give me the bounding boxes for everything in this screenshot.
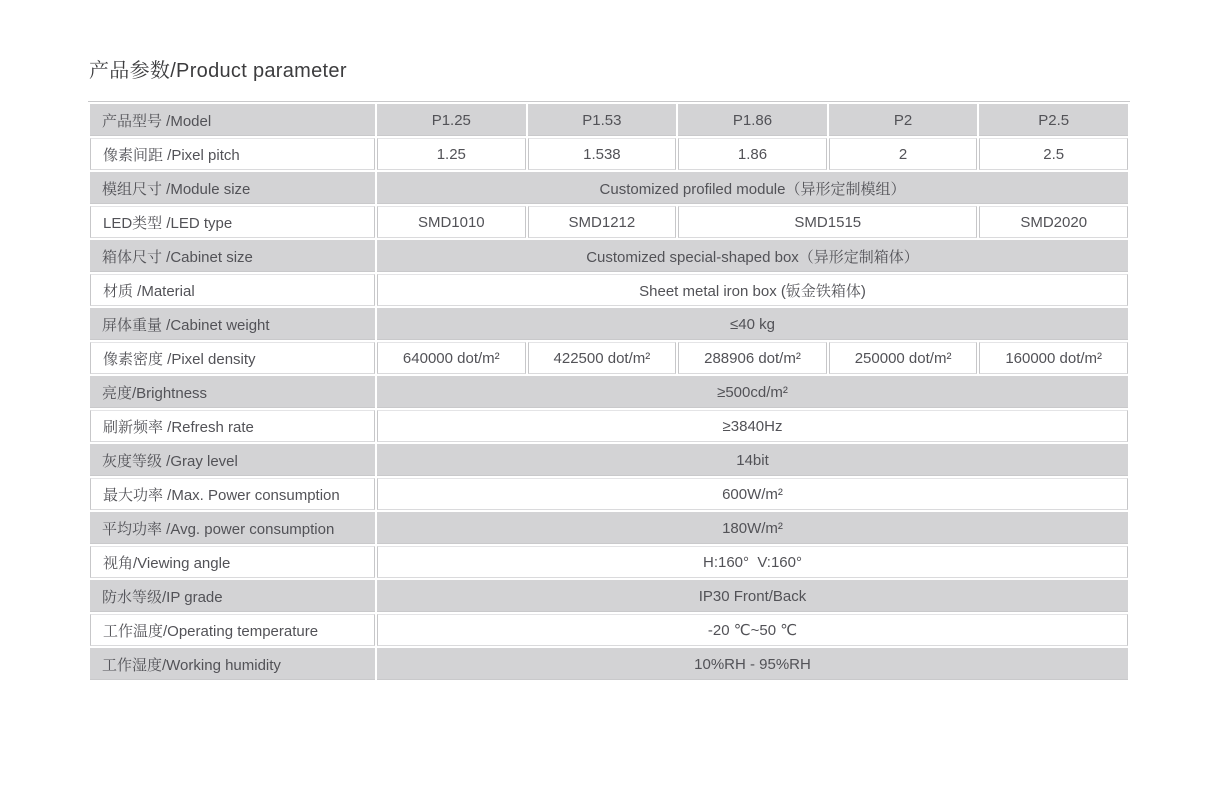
spec-value-cabinet-weight-0: ≤40 kg (377, 308, 1128, 340)
spec-label-viewing-angle: 视角/Viewing angle (90, 546, 375, 578)
spec-value-pixel-pitch-2: 1.86 (678, 138, 827, 170)
spec-label-pixel-density: 像素密度 /Pixel density (90, 342, 375, 374)
spec-row-avg-power (90, 512, 1128, 544)
spec-label-module-size: 模组尺寸 /Module size (90, 172, 375, 204)
spec-value-pixel-density-1: 422500 dot/m² (528, 342, 677, 374)
spec-value-pixel-density-2: 288906 dot/m² (678, 342, 827, 374)
spec-label-ip-grade: 防水等级/IP grade (90, 580, 375, 612)
spec-label-brightness: 亮度/Brightness (90, 376, 375, 408)
spec-label-gray-level: 灰度等级 /Gray level (90, 444, 375, 476)
spec-row-refresh-rate (90, 410, 1128, 442)
spec-value-pixel-density-0: 640000 dot/m² (377, 342, 526, 374)
spec-row-working-humidity (90, 648, 1128, 680)
spec-row-pixel-pitch (90, 138, 1128, 170)
spec-row-cabinet-weight (90, 308, 1128, 340)
spec-value-model-3: P2 (829, 104, 978, 136)
spec-label-operating-temperature: 工作温度/Operating temperature (90, 614, 375, 646)
spec-row-pixel-density (90, 342, 1128, 374)
spec-label-model: 产品型号 /Model (90, 104, 375, 136)
spec-value-pixel-pitch-3: 2 (829, 138, 978, 170)
spec-row-operating-temperature (90, 614, 1128, 646)
spec-row-led-type (90, 206, 1128, 238)
spec-value-led-type-1: SMD1212 (528, 206, 677, 238)
spec-value-max-power-0: 600W/m² (377, 478, 1128, 510)
spec-label-cabinet-size: 箱体尺寸 /Cabinet size (90, 240, 375, 272)
spec-value-material-0: Sheet metal iron box (钣金铁箱体) (377, 274, 1128, 306)
spec-value-model-2: P1.86 (678, 104, 827, 136)
spec-value-led-type-2: SMD1515 (678, 206, 977, 238)
spec-value-working-humidity-0: 10%RH - 95%RH (377, 648, 1128, 680)
spec-value-pixel-density-3: 250000 dot/m² (829, 342, 978, 374)
spec-value-operating-temperature-0: -20 ℃~50 ℃ (377, 614, 1128, 646)
spec-row-cabinet-size (90, 240, 1128, 272)
spec-row-material (90, 274, 1128, 306)
spec-label-led-type: LED类型 /LED type (90, 206, 375, 238)
spec-row-ip-grade (90, 580, 1128, 612)
spec-value-led-type-0: SMD1010 (377, 206, 526, 238)
spec-label-refresh-rate: 刷新频率 /Refresh rate (90, 410, 375, 442)
spec-value-pixel-pitch-1: 1.538 (528, 138, 677, 170)
spec-value-model-1: P1.53 (528, 104, 677, 136)
spec-value-brightness-0: ≥500cd/m² (377, 376, 1128, 408)
spec-label-pixel-pitch: 像素间距 /Pixel pitch (90, 138, 375, 170)
spec-value-model-0: P1.25 (377, 104, 526, 136)
spec-row-brightness (90, 376, 1128, 408)
spec-value-module-size-0: Customized profiled module（异形定制模组） (377, 172, 1128, 204)
spec-value-pixel-pitch-4: 2.5 (979, 138, 1128, 170)
spec-value-cabinet-size-0: Customized special-shaped box（异形定制箱体） (377, 240, 1128, 272)
spec-row-module-size (90, 172, 1128, 204)
spec-value-pixel-pitch-0: 1.25 (377, 138, 526, 170)
spec-value-ip-grade-0: IP30 Front/Back (377, 580, 1128, 612)
spec-value-viewing-angle-0: H:160° V:160° (377, 546, 1128, 578)
spec-value-led-type-3: SMD2020 (979, 206, 1128, 238)
spec-value-refresh-rate-0: ≥3840Hz (377, 410, 1128, 442)
spec-label-working-humidity: 工作湿度/Working humidity (90, 648, 375, 680)
spec-label-cabinet-weight: 屏体重量 /Cabinet weight (90, 308, 375, 340)
page-title: 产品参数/Product parameter (89, 60, 347, 82)
spec-value-pixel-density-4: 160000 dot/m² (979, 342, 1128, 374)
spec-label-avg-power: 平均功率 /Avg. power consumption (90, 512, 375, 544)
spec-value-gray-level-0: 14bit (377, 444, 1128, 476)
spec-label-max-power: 最大功率 /Max. Power consumption (90, 478, 375, 510)
spec-row-model (90, 104, 1128, 136)
product-parameter-table-body (90, 104, 1128, 680)
spec-value-model-4: P2.5 (979, 104, 1128, 136)
spec-label-material: 材质 /Material (90, 274, 375, 306)
spec-row-max-power (90, 478, 1128, 510)
spec-row-gray-level (90, 444, 1128, 476)
spec-value-avg-power-0: 180W/m² (377, 512, 1128, 544)
spec-row-viewing-angle (90, 546, 1128, 578)
product-parameter-table (88, 101, 1130, 682)
